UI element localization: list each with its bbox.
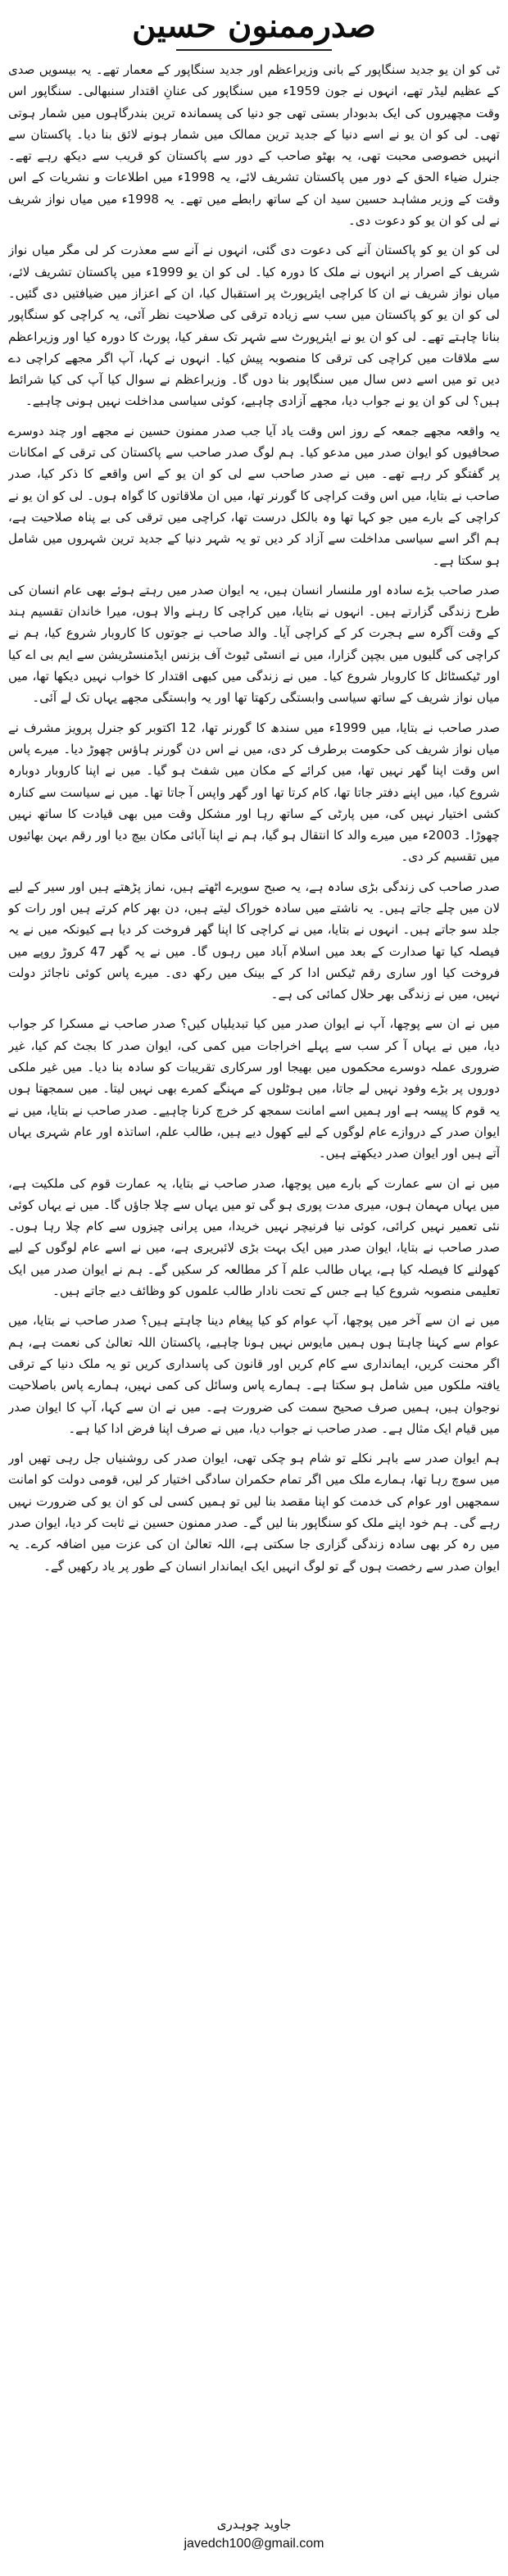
headline-title: صدرممنون حسین <box>132 7 376 45</box>
byline <box>0 2515 508 2564</box>
headline-block <box>0 0 508 56</box>
article-body <box>8 59 500 2506</box>
paragraph: یہ واقعہ مجھے جمعہ کے روز اس وقت یاد آیا جب صدر ممنون حسین نے مجھے اور چند دوسرے صحافیوں کو ایوان صدر میں مدعو کیا۔ ہم لوگ صدر صاحب سے پاکستان کی ترقی کے امکانات پر گفتگو کر رہے تھے۔ میں نے صدر صاحب سے لی کو ان یو کے اس واقعے کا ذکر کیا، صدر صاحب نے بتایا، میں اس وقت کراچی کا گورنر تھا، میں ان ملاقاتوں کا گواہ ہوں۔ لی کو ان یو نے کراچی کے بارے میں جو کہا تھا وہ بالکل درست تھا، کراچی میں ترقی کی بے پناہ صلاحیت ہے، ہم اگر اسے سیاسی مداخلت سے آزاد کر دیں تو یہ شہر دنیا کے جدید ترین شہروں میں شامل ہو سکتا ہے۔ <box>8 423 500 568</box>
paragraph: لی کو ان یو کو پاکستان آنے کی دعوت دی گئی، انہوں نے آنے سے معذرت کر لی مگر میاں نواز شریف کے اصرار پر انہوں نے ملک کا دورہ کیا۔ لی کو ان یو 1999ء میں پاکستان تشریف لائے، میاں نواز شریف نے ان کا کراچی ایئرپورٹ پر استقبال کیا، ان کے اعزاز میں ضیافتیں دی گئیں۔ لی کو ان یو کو پاکستان میں سب سے زیادہ ترقی کی صلاحیت نظر آئی، یہ کراچی کو سنگاپور بنانا چاہتے تھے۔ لی کو ان یو نے ایئرپورٹ سے شہر تک سفر کیا، پورٹ کا دورہ کیا اور وزیراعظم سے ملاقات میں کراچی کی ترقی کا منصوبہ پیش کیا۔ انہوں نے کہا، آپ اگر مجھے کراچی دے دیں تو میں اسے دس سال میں سنگاپور بنا دوں گا۔ وزیراعظم نے سوال کیا آپ کی کیا شرائط ہیں؟ لی کو ان یو نے جواب دیا، مجھے آزادی چاہیے، کوئی سیاسی مداخلت نہیں ہونی چاہیے۔ <box>8 243 500 409</box>
paragraph: میں نے ان سے عمارت کے بارے میں پوچھا، صدر صاحب نے بتایا، یہ عمارت قوم کی ملکیت ہے، میں یہاں مہمان ہوں، میری مدت پوری ہو گی تو میں یہاں سے چلا جاؤں گا۔ میں نے یہاں کوئی نئی تعمیر نہیں کرائی، کوئی نیا فرنیچر نہیں خریدا، میں پرانی چیزوں سے کام چلا رہا ہوں۔ صدر صاحب نے بتایا، ایوان صدر میں ایک بہت بڑی لائبریری ہے، میں نے اسے عام لوگوں کے لیے کھولنے کا فیصلہ کیا ہے، یہاں طالب علم آ کر مطالعہ کر سکیں گے۔ ہم نے ایوان صدر میں ایک تعلیمی منصوبہ شروع کیا ہے جس کے تحت نادار طالب علموں کو وظائف دیے جاتے ہیں۔ <box>8 1175 500 1299</box>
paragraph: صدر صاحب بڑے سادہ اور ملنسار انسان ہیں، یہ ایوان صدر میں رہتے ہوئے بھی عام انسان کی طرح زندگی گزارتے ہیں۔ انہوں نے بتایا، میں کراچی کا رہنے والا ہوں، میرا خاندان تقسیم ہند کے وقت آگرہ سے ہجرت کر کے کراچی آیا۔ والد صاحب نے جوتوں کا کاروبار شروع کیا، ہم نے کراچی کی گلیوں میں بچپن گزارا، میں نے انسٹی ٹیوٹ آف بزنس ایڈمنسٹریشن سے ایم بی اے کیا اور ٹیکسٹائل کا کاروبار شروع کیا۔ میں نے زندگی میں کبھی اقتدار کا خواب نہیں دیکھا تھا، میں میاں نواز شریف کے ساتھ سیاسی وابستگی رکھتا تھا اور یہ وابستگی مجھے یہاں تک لے آئی۔ <box>8 582 500 706</box>
paragraph: صدر صاحب نے بتایا، میں 1999ء میں سندھ کا گورنر تھا، 12 اکتوبر کو جنرل پرویز مشرف نے میاں نواز شریف کی حکومت برطرف کر دی، میں نے اس دن گورنر ہاؤس چھوڑ دیا۔ میرے پاس اس وقت اپنا گھر نہیں تھا، میں کرائے کے مکان میں شفٹ ہو گیا۔ میں نے اپنا کاروبار دوبارہ شروع کیا، میں اپنے دفتر جاتا تھا، کام کرتا تھا اور گھر واپس آ جاتا تھا۔ میں نے سیاست سے کنارہ کشی اختیار نہیں کی، میں پارٹی کے ساتھ رہا اور مشکل وقت میں بھی قیادت کا ساتھ نہیں چھوڑا۔ 2003ء میں میرے والد کا انتقال ہو گیا، ہم نے اپنا آبائی مکان بیچ دیا اور رقم بہن بھائیوں میں تقسیم کر دی۔ <box>8 720 500 865</box>
headline-underline <box>176 49 332 51</box>
author-email: javedch100@gmail.com <box>184 2537 324 2551</box>
paragraph: صدر صاحب کی زندگی بڑی سادہ ہے، یہ صبح سویرے اٹھتے ہیں، نماز پڑھتے ہیں اور سیر کے لیے لان میں چلے جاتے ہیں۔ یہ ناشتے میں سادہ خوراک لیتے ہیں، دن بھر کام کرتے ہیں اور رات کو جلد سو جاتے ہیں۔ انہوں نے بتایا، میں نے کراچی کا اپنا گھر فروخت کر دیا ہے کیونکہ میں نے یہ فیصلہ کیا تھا صدارت کے بعد میں اسلام آباد میں رہوں گا۔ میں نے یہ گھر 47 کروڑ روپے میں فروخت کیا اور ساری رقم ٹیکس ادا کر کے بینک میں رکھ دی۔ میرے پاس کوئی ناجائز دولت نہیں، میں نے زندگی بھر حلال کمائی کی ہے۔ <box>8 879 500 1002</box>
paragraph: ہم ایوان صدر سے باہر نکلے تو شام ہو چکی تھی، ایوان صدر کی روشنیاں جل رہی تھیں اور میں سوچ رہا تھا، ہمارے ملک میں اگر تمام حکمران سادگی اختیار کر لیں، قومی دولت کو امانت سمجھیں اور عوام کی خدمت کو اپنا مقصد بنا لیں تو ہمیں کسی لی کو ان یو کی ضرورت نہیں رہے گی۔ ہم خود اپنے ملک کو سنگاپور بنا لیں گے۔ صدر ممنون حسین نے ثابت کر دیا، ایوان صدر میں رہ کر بھی سادہ زندگی گزاری جا سکتی ہے، اللہ تعالیٰ ان کی عزت میں اضافہ کرے۔ یہ ایوان صدر سے رخصت ہوں گے تو لوگ انہیں ایک ایماندار انسان کے طور پر یاد رکھیں گے۔ <box>8 1451 500 1574</box>
paragraph: میں نے ان سے پوچھا، آپ نے ایوان صدر میں کیا تبدیلیاں کیں؟ صدر صاحب نے مسکرا کر جواب دیا، میں نے یہاں آ کر سب سے پہلے اخراجات میں کمی کی، ایوان صدر کا بجٹ کم کیا، غیر ضروری عملہ دوسرے محکموں میں بھیجا اور سرکاری تقریبات کو سادہ بنا دیا۔ میں غیر ملکی دوروں پر بڑے وفود نہیں لے جاتا، میں ہوٹلوں کے مہنگے کمرے بھی نہیں لیتا۔ میں سمجھتا ہوں یہ قوم کا پیسہ ہے اور ہمیں اسے امانت سمجھ کر خرچ کرنا چاہیے۔ صدر صاحب نے بتایا، میں نے ایوان صدر کے دروازے عام لوگوں کے لیے کھول دیے ہیں، طالب علم، اساتذہ اور عام شہری یہاں آتے ہیں اور ایوان صدر دیکھتے ہیں۔ <box>8 1016 500 1161</box>
paragraph: ٹی کو ان یو جدید سنگاپور کے بانی وزیراعظم اور جدید سنگاپور کے معمار تھے۔ یہ بیسویں صدی کے عظیم لیڈر تھے، انہوں نے جون 1959ء میں سنگاپور کی عنانِ اقتدار سنبھالی۔ سنگاپور اس وقت مچھیروں کی ایک بدبودار بستی تھی جو دنیا کی پسماندہ ترین بندرگاہوں میں شمار ہوتی تھی۔ لی کو ان یو نے اسے دنیا کے جدید ترین ممالک میں شمار ہونے لائق بنا دیا۔ پاکستان سے انہیں خصوصی محبت تھی، یہ بھٹو صاحب کے دور سے پاکستان کو قریب سے دیکھ رہے تھے۔ جنرل ضیاء الحق کے دور میں پاکستان تشریف لائے، یہ 1998ء میں اطلاعات و نشریات کے اس وقت کے وزیر مشاہد حسین سید ان کے ساتھ رابطے میں تھے۔ یہ 1998ء میں میاں نواز شریف نے لی کو ان یو کو دعوت دی۔ <box>8 62 500 229</box>
paragraph: میں نے ان سے آخر میں پوچھا، آپ عوام کو کیا پیغام دینا چاہتے ہیں؟ صدر صاحب نے بتایا، میں عوام سے کہنا چاہتا ہوں ہمیں مایوس نہیں ہونا چاہیے، پاکستان اللہ تعالیٰ کی نعمت ہے، ہم اگر محنت کریں، ایمانداری سے کام کریں اور قانون کی پاسداری کریں تو یہ ملک دنیا کے ترقی یافتہ ملکوں میں شامل ہو سکتا ہے۔ ہمارے پاس وسائل کی کمی نہیں، ہمارے پاس باصلاحیت نوجوان ہیں، ہمیں صرف صحیح سمت کی ضرورت ہے۔ میں نے ان سے کہا، آپ کا ایوان صدر میں قیام ایک مثال ہے۔ صدر صاحب نے جواب دیا، میں نے صرف اپنا فرض ادا کیا ہے۔ <box>8 1313 500 1436</box>
author-name: جاوید چوہدری <box>216 2517 292 2532</box>
